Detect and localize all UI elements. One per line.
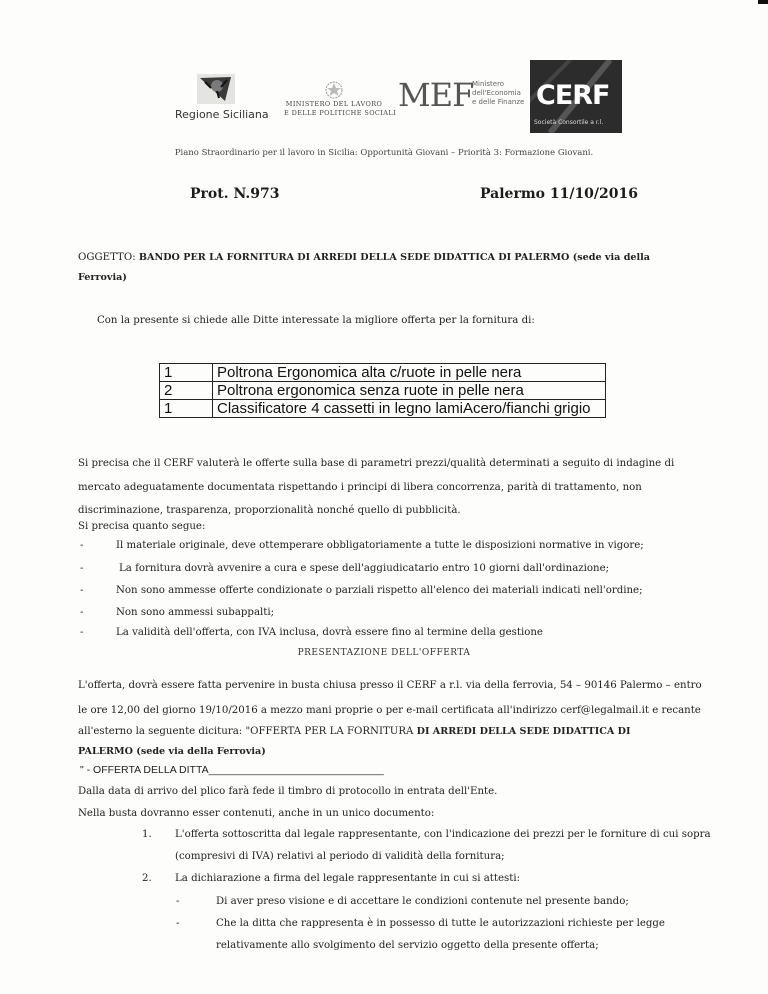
sub-item: Di aver preso visione e di accettare le condizioni contenute nel presente bando; bbox=[216, 896, 629, 907]
section-title: PRESENTAZIONE DELL'OFFERTA bbox=[297, 648, 471, 658]
ministero-line-1: MINISTERO DEL LAVORO bbox=[285, 100, 383, 108]
trinacria-icon bbox=[197, 74, 235, 104]
protocol-number: Prot. N.973 bbox=[190, 186, 280, 202]
bullet-dash: - bbox=[176, 918, 180, 929]
table-row bbox=[160, 400, 606, 418]
item-description: Poltrona Ergonomica alta c/ruote in pelle nera bbox=[213, 364, 606, 382]
busta-line: Nella busta dovranno esser contenuti, anche in un unico documento: bbox=[78, 808, 435, 819]
sub-item: relativamente allo svolgimento del servizio oggetto della presente offerta; bbox=[216, 940, 599, 951]
scan-edge-mark bbox=[758, 0, 768, 4]
dalla-data-line: Dalla data di arrivo del plico farà fede il timbro di protocollo in entrata dell'Ente. bbox=[78, 786, 498, 797]
cerf-mark: CERF bbox=[536, 80, 610, 111]
precisa-line-3: discriminazione, trasparenza, proporzionalità nonché quello di pubblicità. bbox=[78, 505, 461, 516]
ministero-lavoro-logo bbox=[284, 80, 397, 122]
items-table bbox=[159, 363, 606, 418]
request-intro: Con la presente si chiede alle Ditte interessate la migliore offerta per la fornitura di: bbox=[97, 315, 535, 326]
condition-item: Non sono ammesse offerte condizionate o parziali rispetto all'elenco dei materiali indicati nell'ordine; bbox=[116, 585, 643, 596]
item-qty: 2 bbox=[160, 382, 213, 400]
list-item-line: L'offerta sottoscritta dal legale rappresentante, con l'indicazione dei prezzi per le forniture di cui sopra bbox=[175, 829, 711, 840]
list-item-line: (compresivi di IVA) relativi al periodo di validità della fornitura; bbox=[175, 851, 505, 862]
condition-item: Il materiale originale, deve ottemperare obbligatoriamente a tutte le disposizioni normative in vigore; bbox=[116, 540, 644, 551]
segue-label: Si precisa quanto segue: bbox=[78, 521, 206, 532]
sub-item: Che la ditta che rappresenta è in possesso di tutte le autorizzazioni richieste per legge bbox=[216, 918, 665, 929]
table-row bbox=[160, 382, 606, 400]
regione-siciliana-label: Regione Siciliana bbox=[175, 108, 269, 121]
precisa-line-2: mercato adeguatamente documentata rispettando i principi di libera concorrenza, parità di trattamento, non bbox=[78, 482, 642, 493]
bullet-dash: - bbox=[80, 627, 84, 638]
mef-caption-line-3: e delle Finanze bbox=[472, 98, 525, 106]
subject-text: BANDO PER LA FORNITURA DI ARREDI DELLA SEDE DIDATTICA DI PALERMO (sede via della Ferrovia) bbox=[78, 252, 651, 283]
subject-label: OGGETTO: bbox=[78, 252, 136, 263]
bullet-dash: - bbox=[80, 585, 84, 596]
item-description: Classificatore 4 cassetti in legno lamiAcero/fianchi grigio bbox=[213, 400, 606, 418]
bullet-dash: - bbox=[80, 563, 84, 574]
presentazione-line-2: le ore 12,00 del giorno 19/10/2016 a mezzo mani proprie o per e-mail certificata all'indirizzo cerf@legalmail.it e recante bbox=[78, 705, 701, 716]
presentazione-line-3 bbox=[78, 726, 630, 737]
bullet-dash: - bbox=[176, 896, 180, 907]
programme-line: Piano Straordinario per il lavoro in Sicilia: Opportunità Giovani – Priorità 3: Formazione Giovani. bbox=[174, 148, 594, 158]
bullet-dash: - bbox=[80, 540, 84, 551]
item-qty: 1 bbox=[160, 400, 213, 418]
presentazione-line-1: L'offerta, dovrà essere fatta pervenire in busta chiusa presso il CERF a r.l. via della ferrovia, 54 – 90146 Palermo – entro bbox=[78, 680, 702, 691]
condition-item: Non sono ammessi subappalti; bbox=[116, 607, 275, 618]
condition-item: La fornitura dovrà avvenire a cura e spese dell'aggiudicatario entro 10 giorni dall'ordinazione; bbox=[119, 563, 610, 574]
mef-logo bbox=[398, 74, 528, 122]
mef-mark: MEF bbox=[398, 76, 474, 114]
presentazione-line-4: PALERMO (sede via della Ferrovia) bbox=[78, 746, 266, 757]
republic-star-icon bbox=[324, 80, 344, 100]
presentazione-line-3-b: DI ARREDI DELLA SEDE DIDATTICA DI bbox=[416, 726, 631, 737]
item-qty: 1 bbox=[160, 364, 213, 382]
regione-siciliana-logo bbox=[175, 72, 269, 122]
precisa-line-1: Si precisa che il CERF valuterà le offerte sulla base di parametri prezzi/qualità determinati a seguito di indagine di bbox=[78, 458, 675, 469]
cerf-subtitle: Società Consortile a r.l. bbox=[534, 119, 604, 126]
condition-item: La validità dell'offerta, con IVA inclusa, dovrà essere fino al termine della gestione bbox=[116, 627, 543, 638]
bullet-dash: - bbox=[80, 607, 84, 618]
presentazione-line-3-a: all'esterno la seguente dicitura: "OFFERTA PER LA FORNITURA bbox=[78, 726, 414, 737]
item-description: Poltrona ergonomica senza ruote in pelle nera bbox=[213, 382, 606, 400]
offerta-ditta-line: " - OFFERTA DELLA DITTA______________________________ bbox=[80, 764, 384, 776]
subject bbox=[78, 248, 678, 288]
cerf-logo bbox=[530, 60, 622, 133]
mef-caption-line-2: dell'Economia bbox=[472, 89, 521, 97]
list-item-line: La dichiarazione a firma del legale rappresentante in cui si attesti: bbox=[175, 873, 521, 884]
ministero-line-2: E DELLE POLITICHE SOCIALI bbox=[284, 109, 397, 117]
place-and-date: Palermo 11/10/2016 bbox=[480, 186, 639, 202]
list-number: 2. bbox=[142, 873, 152, 884]
list-number: 1. bbox=[142, 829, 152, 840]
table-row bbox=[160, 364, 606, 382]
mef-caption-line-1: Ministero bbox=[472, 80, 505, 88]
mef-caption bbox=[472, 80, 524, 107]
